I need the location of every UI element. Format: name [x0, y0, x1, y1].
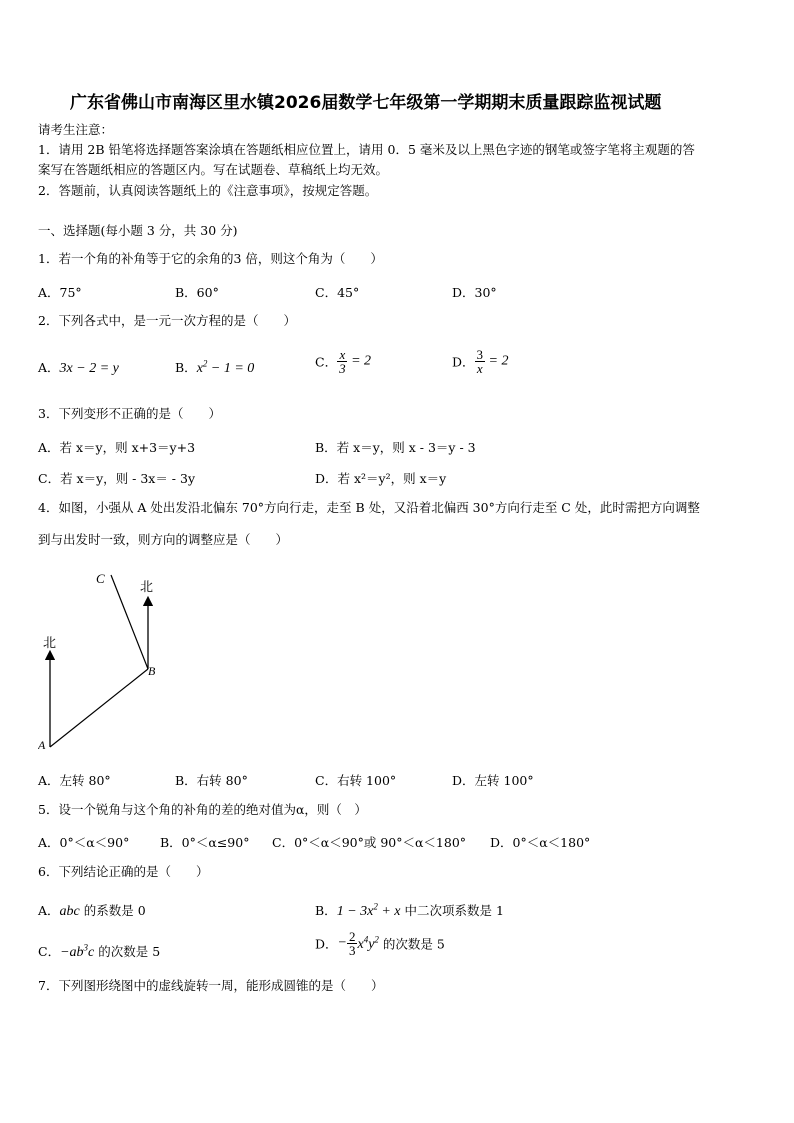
variable-x: x [357, 936, 364, 952]
option-label: D． [452, 354, 475, 370]
question-4-stem-line-2: 到与出发时一致，则方向的调整应是（ ） [38, 532, 289, 547]
option-text: 的系数是 0 [79, 903, 146, 918]
label-c: C [96, 571, 105, 586]
option-label: B． [315, 903, 337, 918]
page-title: 广东省佛山市南海区里水镇2026届数学七年级第一学期期末质量跟踪监视试题 [70, 93, 662, 113]
question-3-option-a: A．若 x＝y，则 x+3＝y+3 [38, 440, 196, 455]
question-5-option-b: B．0°＜α≤90° [160, 835, 250, 850]
fraction [337, 348, 348, 375]
exponent-x: 4 [363, 934, 369, 945]
segment-ab [50, 669, 148, 747]
expression-part: + x [377, 904, 401, 919]
section-heading: 一、选择题(每小题 3 分，共 30 分) [38, 223, 238, 238]
label-north-a: 北 [43, 635, 57, 650]
question-6-option-d [315, 930, 445, 957]
question-1-option-c: C．45° [315, 285, 360, 300]
fraction [347, 930, 358, 957]
label-a: A [38, 738, 46, 752]
option-text: 的次数是 5 [94, 944, 161, 959]
question-4-stem-line-1: 4．如图，小强从 A 处出发沿北偏东 70°方向行走，走至 B 处，又沿着北偏西 30°方向行走至 C 处，此时需把方向调整 [38, 500, 700, 515]
fraction [475, 348, 486, 375]
expression-exponent: 2 [373, 901, 378, 912]
notice-item-1-line-1: 1．请用 2B 铅笔将选择题答案涂填在答题纸相应位置上，请用 0．5 毫米及以上黑色字迹的钢笔或签字笔将主观题的答 [38, 142, 695, 157]
direction-figure [38, 565, 168, 755]
notice-item-2: 2．答题前，认真阅读答题纸上的《注意事项》，按规定答题。 [38, 183, 378, 198]
option-label: A． [38, 903, 60, 918]
question-5-option-c: C．0°＜α＜90°或 90°＜α＜180° [272, 835, 467, 850]
question-6-stem: 6．下列结论正确的是（ ） [38, 864, 209, 879]
question-3-option-d: D．若 x²＝y²，则 x＝y [315, 471, 447, 486]
question-1-option-b: B．60° [175, 285, 219, 300]
equation-base: x [196, 361, 203, 376]
question-5-stem: 5．设一个锐角与这个角的补角的差的绝对值为α，则（ ） [38, 802, 367, 817]
question-6-option-b [315, 901, 504, 920]
variable-y: y [368, 936, 375, 952]
question-6-option-c [38, 942, 160, 961]
question-1-stem: 1．若一个角的补角等于它的余角的3 倍，则这个角为（ ） [38, 251, 383, 266]
question-4-option-d: D．左转 100° [452, 773, 534, 788]
equation-rest: = 2 [485, 353, 509, 369]
option-text: 的次数是 5 [378, 936, 445, 952]
question-3-option-c: C．若 x＝y，则 - 3x＝ - 3y [38, 471, 196, 486]
question-3-stem: 3．下列变形不正确的是（ ） [38, 406, 221, 421]
question-2-option-b [175, 358, 254, 377]
question-1-option-a: A．75° [38, 285, 82, 300]
denominator: 3 [339, 361, 346, 376]
notice-heading: 请考生注意： [38, 122, 114, 137]
numerator: 3 [476, 347, 484, 362]
denominator: 3 [348, 943, 356, 958]
question-2-option-d [452, 348, 508, 375]
question-7-stem: 7．下列图形绕图中的虚线旋转一周，能形成圆锥的是（ ） [38, 978, 384, 993]
option-label: C． [315, 354, 338, 370]
label-north-b: 北 [140, 579, 154, 594]
question-2-option-a [38, 358, 119, 377]
expression-part: c [88, 945, 95, 960]
label-b: B [148, 664, 156, 678]
question-3-option-b: B．若 x＝y，则 x - 3＝y - 3 [315, 440, 476, 455]
option-label: B． [175, 360, 197, 375]
equation-rest: = 2 [347, 353, 372, 369]
numerator: x [339, 347, 346, 362]
expression-exponent: 3 [83, 942, 89, 953]
denominator: x [476, 361, 483, 376]
question-5-option-d: D．0°＜α＜180° [490, 835, 591, 850]
expression-part: −ab [60, 945, 84, 960]
question-5-option-a: A．0°＜α＜90° [38, 835, 130, 850]
question-4-option-a: A．左转 80° [38, 773, 111, 788]
equation-exponent: 2 [202, 358, 208, 369]
numerator: 2 [348, 929, 356, 944]
question-2-stem: 2．下列各式中，是一元一次方程的是（ ） [38, 313, 296, 328]
notice-item-1-line-2: 案写在答题纸相应的答题区内。写在试题卷、草稿纸上均无效。 [38, 162, 389, 177]
expression: abc [59, 904, 80, 919]
question-6-option-a [38, 901, 146, 920]
equation-rest: − 1 = 0 [207, 361, 255, 376]
option-label: C． [38, 944, 61, 959]
question-2-option-c [315, 348, 371, 375]
question-4-option-c: C．右转 100° [315, 773, 397, 788]
expression-part: 1 − 3x [336, 904, 374, 919]
option-label: A． [38, 360, 60, 375]
question-1-option-d: D．30° [452, 285, 497, 300]
option-label: D． [315, 936, 338, 952]
option-text: 中二次项系数是 1 [400, 903, 504, 918]
question-4-option-b: B．右转 80° [175, 773, 248, 788]
exponent-y: 2 [374, 934, 379, 945]
minus-sign: − [337, 935, 347, 951]
equation: 3x − 2 = y [59, 361, 119, 376]
